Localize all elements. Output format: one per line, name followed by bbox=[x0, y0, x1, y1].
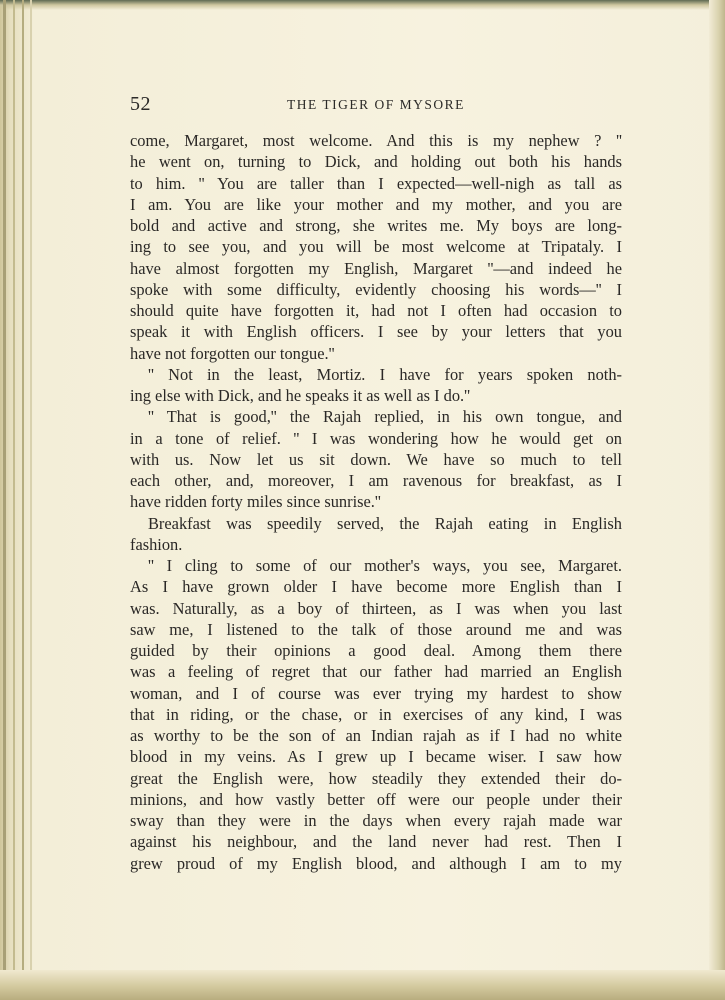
text-line: with us. Now let us sit down. We have so much to tell bbox=[130, 449, 622, 469]
text-line: As I have grown older I have become more English than I bbox=[130, 577, 622, 597]
text-line: great the English were, how steadily they extended their do- bbox=[130, 768, 622, 788]
text-line: to him. '' You are taller than I expected—well-nigh as tall as bbox=[130, 173, 622, 193]
top-edge-shadow bbox=[0, 0, 725, 10]
text-line: woman, and I of course was ever trying my hardest to show bbox=[130, 683, 622, 703]
text-line: was a feeling of regret that our father had married an English bbox=[130, 662, 622, 682]
text-line: fashion. bbox=[130, 534, 183, 554]
right-edge-shadow bbox=[709, 0, 725, 1000]
text-line: Breakfast was speedily served, the Rajah eating in English bbox=[148, 513, 622, 533]
text-line: have not forgotten our tongue.'' bbox=[130, 343, 335, 363]
page-edge-line bbox=[22, 0, 24, 1000]
running-title: THE TIGER OF MYSORE bbox=[287, 97, 465, 112]
text-line: '' Not in the least, Mortiz. I have for years spoken noth- bbox=[148, 364, 622, 384]
page-number: 52 bbox=[130, 93, 151, 115]
text-line: minions, and how vastly better off were our people under their bbox=[130, 789, 622, 809]
text-line: against his neighbour, and the land never had rest. Then I bbox=[130, 832, 622, 852]
text-line: that in riding, or the chase, or in exercises of any kind, I was bbox=[130, 704, 622, 724]
page-edge-line bbox=[30, 0, 32, 1000]
text-line: guided by their opinions a good deal. Among them there bbox=[130, 641, 622, 660]
text-line: he went on, turning to Dick, and holding out both his hands bbox=[130, 152, 622, 172]
text-line: was. Naturally, as a boy of thirteen, as I was when you last bbox=[130, 598, 622, 618]
text-line: blood in my veins. As I grew up I became wiser. I saw how bbox=[130, 747, 622, 767]
text-line: grew proud of my English blood, and although I am to my bbox=[130, 853, 622, 873]
text-line: should quite have forgotten it, had not I often had occasion to bbox=[130, 301, 622, 320]
text-line: bold and active and strong, she writes me. My boys are long- bbox=[130, 216, 622, 235]
page-edge-line bbox=[13, 0, 15, 1000]
text-line: ing to see you, and you will be most welcome at Tripataly. I bbox=[130, 237, 622, 257]
text-line: each other, and, moreover, I am ravenous for breakfast, as I bbox=[130, 471, 622, 490]
text-line: come, Margaret, most welcome. And this is my nephew ? '' bbox=[130, 131, 622, 150]
text-line: sway than they were in the days when every rajah made war bbox=[130, 811, 622, 830]
text-line: have almost forgotten my English, Margaret ''—and indeed he bbox=[130, 258, 622, 278]
text-line: '' That is good,'' the Rajah replied, in his own tongue, and bbox=[148, 407, 622, 427]
page-header bbox=[130, 93, 622, 115]
text-line: speak it with English officers. I see by your letters that you bbox=[130, 322, 622, 342]
text-line: have ridden forty miles since sunrise.'' bbox=[130, 492, 381, 512]
text-line: saw me, I listened to the talk of those around me and was bbox=[130, 619, 622, 639]
text-line: in a tone of relief. '' I was wondering how he would get on bbox=[130, 428, 622, 448]
text-line: as worthy to be the son of an Indian rajah as if I had no white bbox=[130, 726, 622, 745]
text-line: I am. You are like your mother and my mother, and you are bbox=[130, 194, 622, 214]
body-text bbox=[130, 130, 622, 874]
page-edge-line bbox=[3, 0, 6, 1000]
text-line: spoke with some difficulty, evidently choosing his words—'' I bbox=[130, 279, 622, 299]
text-line: '' I cling to some of our mother's ways, you see, Margaret. bbox=[148, 556, 622, 575]
text-line: ing else with Dick, and he speaks it as well as I do.'' bbox=[130, 386, 471, 405]
bottom-edge-shadow bbox=[0, 970, 725, 1000]
